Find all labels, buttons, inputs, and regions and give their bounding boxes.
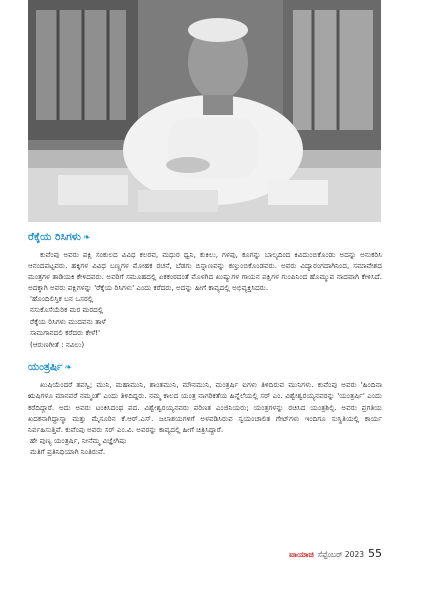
portrait-illustration <box>28 0 381 222</box>
feather-icon: ❧ <box>64 363 73 374</box>
poem-line: ನಸುಕೊಸೆಯೆರಿಕ ಮರ ಮರದಲ್ಲಿ <box>30 305 104 315</box>
article-body <box>28 230 382 457</box>
poem-stanza <box>30 293 382 337</box>
section-heading-wings <box>28 230 382 245</box>
section-heading-text: ರೆಕ್ಕೆಯ ರಿಸಿಗಳು <box>28 231 81 243</box>
poem-line: ಸಾಮಗಾನದಲಿ ಕರೆದರು ಕೇಳೆ!' <box>30 327 101 337</box>
poem-line: ಮತಿಗೆ ಪ್ರತಿನಿಧಿಯಾಗಿ ನಿಂತಿರುವೆ. <box>30 446 106 456</box>
poem-line: 'ಹೊಂದಿಲಿಸ್ತಿಕ ಬನ ಒಸರಲ್ಲಿ <box>30 294 94 304</box>
page-footer <box>289 547 382 560</box>
portrait-photo <box>28 0 381 222</box>
issue-date: ಸೆಪ್ಟೆಂಬರ್ 2023 <box>317 550 364 559</box>
feather-icon: ❧ <box>82 233 91 243</box>
section-heading-text: ಯಂತ್ರರ್ಷಿ <box>28 361 63 374</box>
poem-line: ಹೇ ಪುಣ್ಯ ಯಂತ್ರರ್ಷಿ, ನೀನೆಮ್ಮ ವಿಜ್ಞೇಗಿಷು <box>30 435 127 445</box>
magazine-brand: ವಾಯಾಚಿ <box>289 550 314 559</box>
poem-line: ರೆಕ್ಕೆಯ ರಿಸಿಗಳು ಮುದವನು ತಾಳೆ <box>30 316 106 326</box>
poem-stanza <box>30 435 382 457</box>
poem-attribution: (ಆರುಣಗೀತೆ : ನವಿಲು) <box>30 339 85 349</box>
section-heading-machine <box>28 360 382 375</box>
section-paragraph: ಕುವೆಂಪು ಅವರು ಪಕ್ಷಿ ಸಂಕುಲದ ವಿವಿಧ ಕಲರವ, ಮಧುರ ಧ್ವನಿ, ಕುಕಿಲು, ಗಳಪು, ಕೂಗನ್ನು ಬಾಲ್ಯದಿಂದ ಕಿವಿದುಂಬಿಕೊಂಡು ಅದನ್ನು ಅನುಕರಿಸಿ ಆನಂದಪಟ್ಟವರು. ಹಕ್ಕಿಗಳ ವಿವಿಧ ಬಣ್ಣಗಳ ಮೋಹಕ ರಚನೆ, ಬೆಡಗು ಬಿನ್ನಾಣವನ್ನು ಕಣ್ತುಂಬಿಕೊಂಡವರು. ಅವರು ವಿದ್ಯಾರಂಗದಾಗಿನಿಂದ, ಸಮಾವೇಶದ ಮಂತ್ರಗಳ ತಾಡಿಯಕಿ ಕೇಳಿದವರು. ಅವರಿಗೆ ಸಮೂಹದಲ್ಲಿ ಏಕಕಂಠದಂತೆ ಮೊಳಗಿದ ಖುಷ್ಯುಗಳ ಗಾಯನ ಪಕ್ಷಿಗಳ ಗುಂಪಿನಿಂದ ಹೊಮ್ಮುವ ನಾದವಾಗಿ ಕೇಳಿಸಿದೆ. ಅದಕ್ಕಾಗಿ ಅವರು ಪಕ್ಷಿಗಳನ್ನು 'ರೆಕ್ಕೆಯ ರಿಸಿಗಳು' ಎಂದು ಕರೆದರು, ಅದನ್ನು ಹೀಗೆ ಕಾವ್ಯದಲ್ಲಿ ಅಭಿವ್ಯಕ್ತಿಸಿದರು. <box>28 250 382 293</box>
page-number: 55 <box>368 547 382 560</box>
section-paragraph: ಖುಷಿಯೆಂದರೆ ತಪಸ್ವಿ; ಮುನಿ, ಮಹಾಮುನಿ, ಶಾಂತಮುನಿ, ಮೌನಮುನಿ, ಮಂತ್ರರ್ಷಿ ಐಗಳು ತಿಳಿದಿರುವ ಮುನಿಗಳು. ಕುವೆಂಪು ಅವರು 'ಹಿಂದಿನಾ ಋಷಿಗಳೂ ಮಾನವರೆ ನಮ್ಮಂತೆ' ಎಂದು ತಿಳಿದಿದ್ದರು. ನಮ್ಮ ಕಾಲದ ಯಂತ್ರ ನಾಗರಿಕತೆಯ ಹಿನ್ನೆಲೆಯಲ್ಲಿ ಸರ್ ಎಂ. ವಿಶ್ವೇಶ್ವರಯ್ಯನವರನ್ನು 'ಯಂತ್ರರ್ಷಿ' ಎಂದು ಕರೆದಿದ್ದಾರೆ. ಅದು ಅವರು ಟಂಕಿಸಿದಂಥ ಪದ. ವಿಶ್ವೇಶ್ವರಯ್ಯನವರು ಪರಿಣತ ಎಂಜಿನಿಯರು; ಯಂತ್ರಗಳನ್ನು ರಚಿಸಿದ ಯಂತ್ರಶಿಲ್ಪಿ. ಅವರು ಪ್ರಗತಿಯ ಖದಕನಾಗಿದ್ದಾಸ್ಮಾ ಮತ್ತು ಮೈಸೂರಿನ ಕೆ.ಆರ್.ಎಸ್. ಜಲಾಶಯಗಳಿಗೆ ಅಳವಡಿಸಿರುವ ಸ್ವಯಂಚಾಲಿತ ಗೇಟ್‌ಗಳು ಇಂದಿಗೂ ಸುಸ್ಥಿತಿಯಲ್ಲಿ ಕಾರ್ಯ ನಿರ್ವಹಿಸುತ್ತಿವೆ. ಕುವೆಂಪು ಅವರು ಸರ್ ಎಂ.ವಿ. ಅವರನ್ನು ಕಾವ್ಯದಲ್ಲಿ ಹೀಗೆ ಚಿತ್ರಿಸಿದ್ದಾರೆ. <box>28 380 382 434</box>
